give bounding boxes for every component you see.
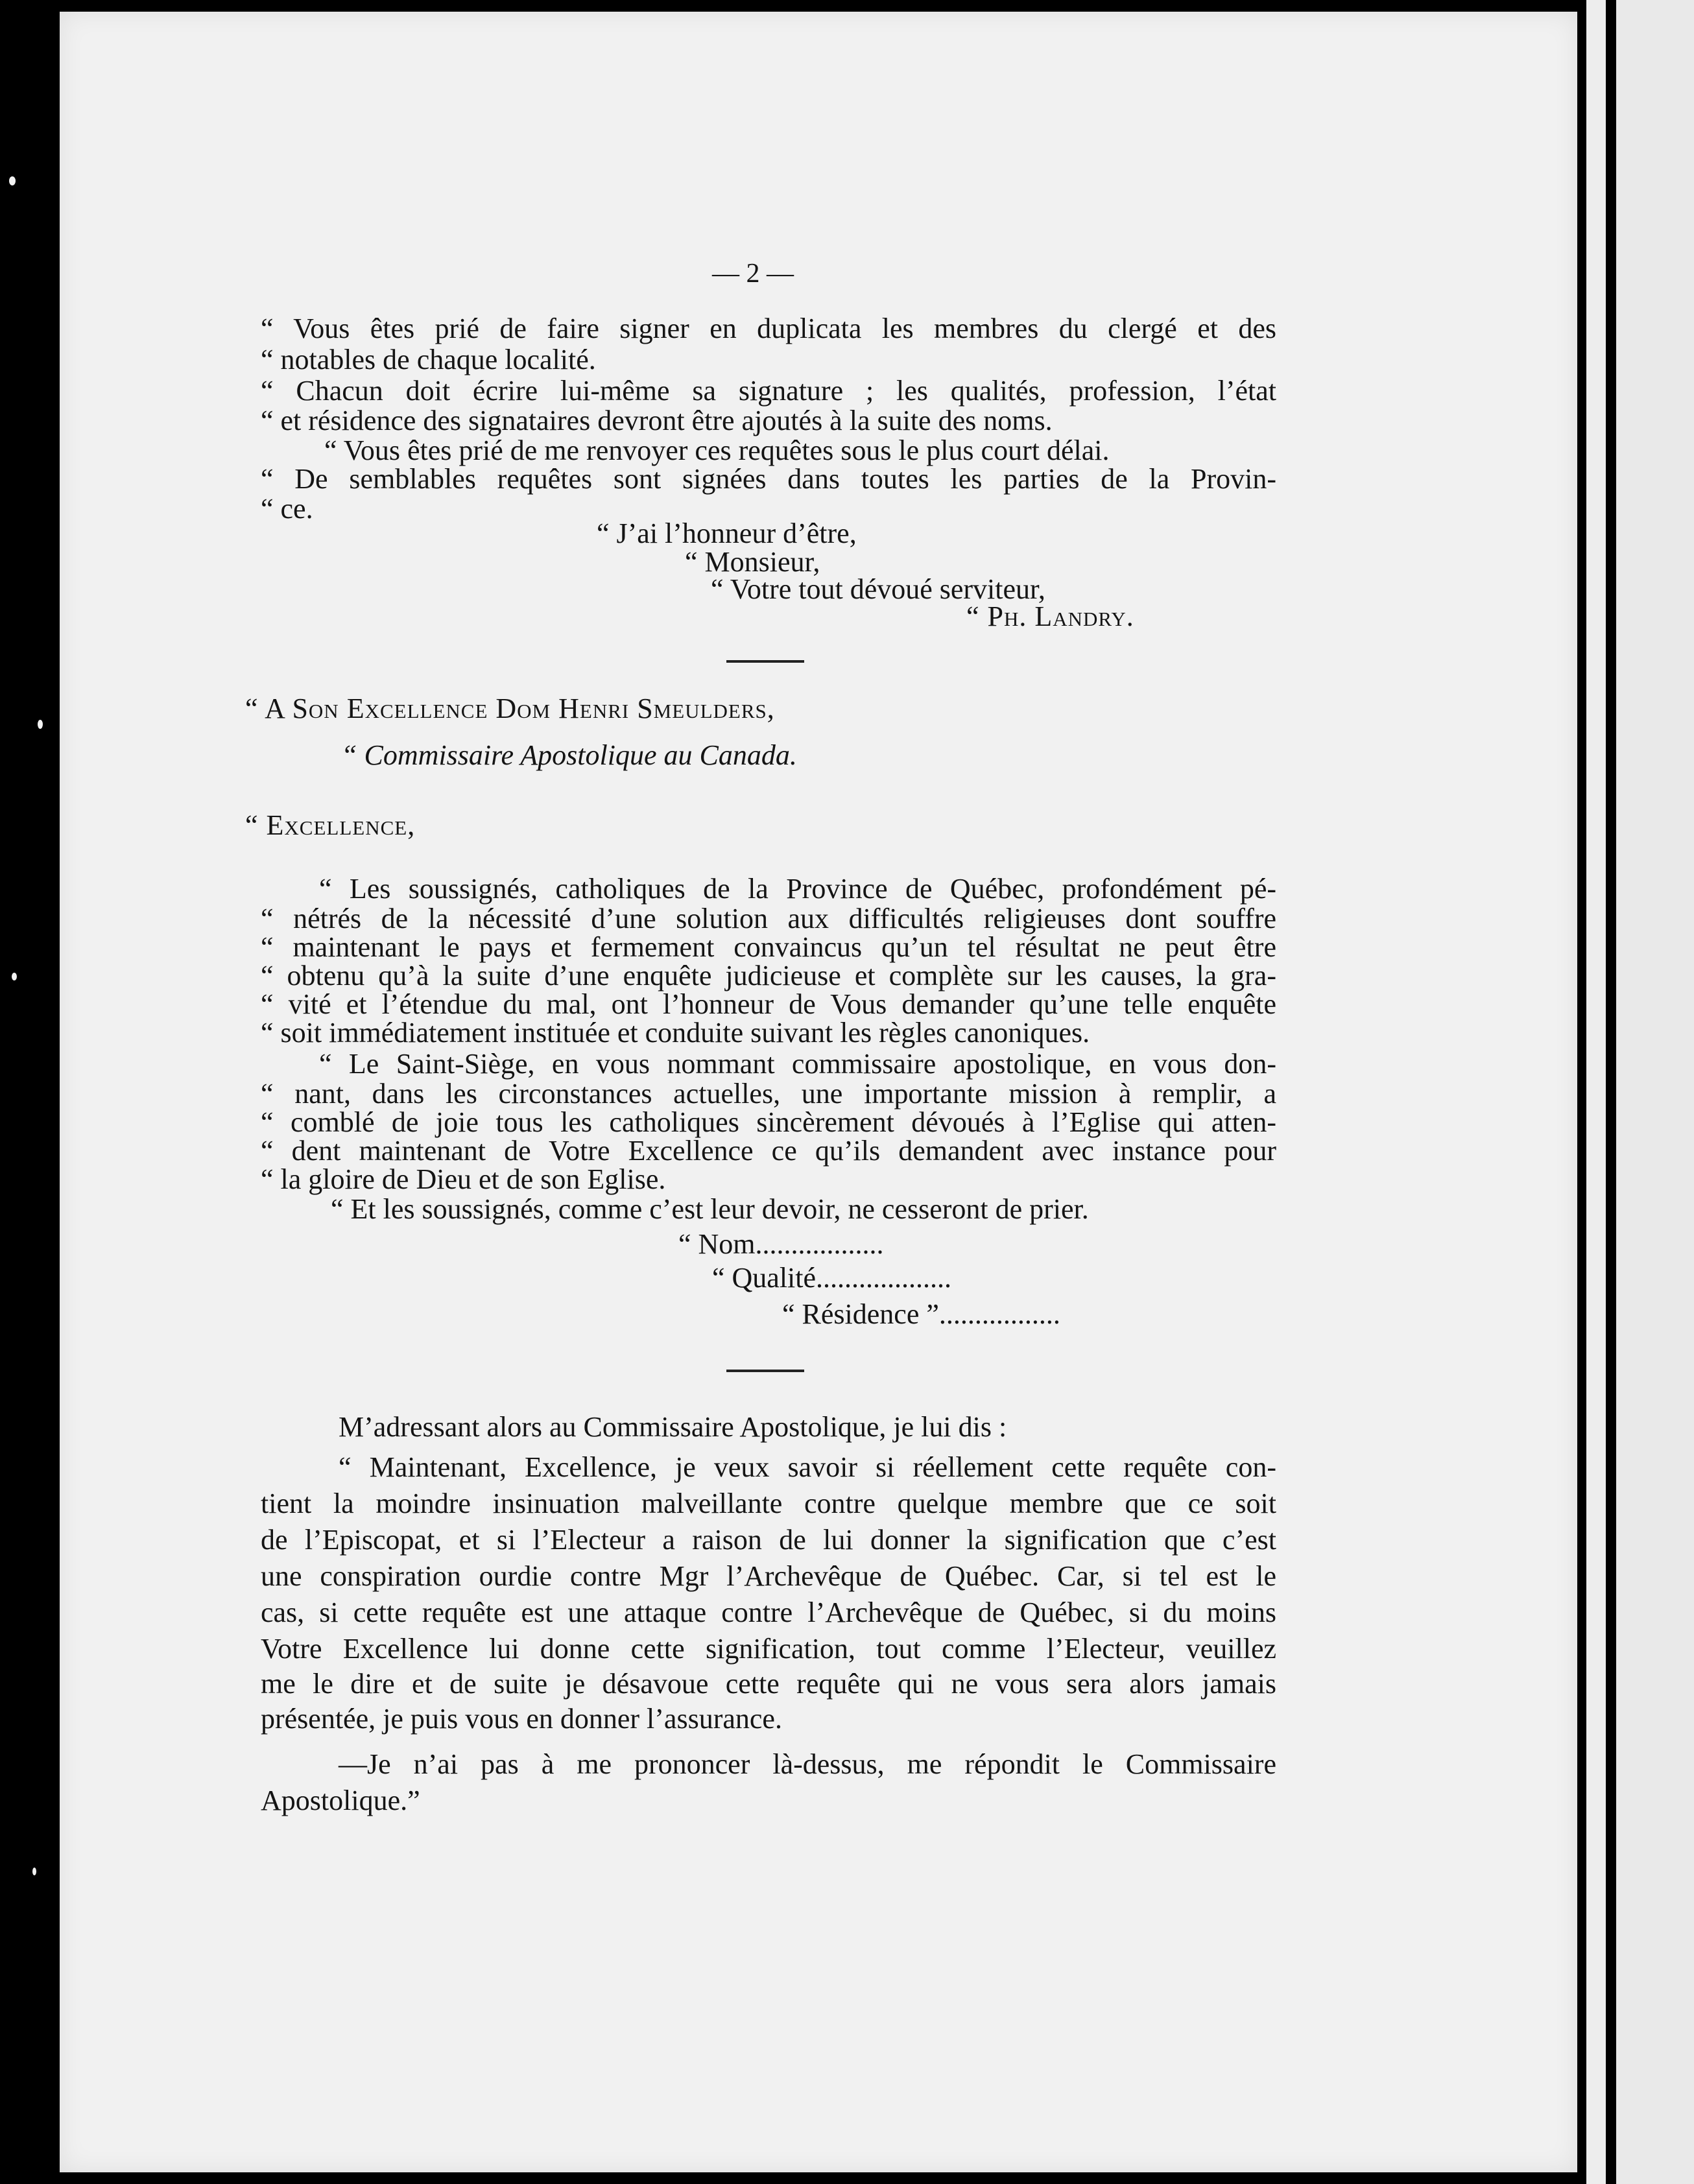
narrative-intro: M’adressant alors au Commissaire Apostolique, je lui dis : [339,1411,1007,1443]
signature: “ Ph. Landry. [966,600,1134,632]
circular-line: “ Vous êtes prié de faire signer en duplicata les membres du clergé et des [261,313,1276,344]
petition-line: “ nant, dans les circonstances actuelles, une importante mission à remplir, a [261,1078,1276,1110]
adjacent-page-margin [1616,0,1694,2184]
petition-line: “ obtenu qu’à la suite d’une enquête judicieuse et complète sur les causes, la gra- [261,960,1276,991]
petition-line: “ nétrés de la nécessité d’une solution aux difficultés religieuses dont souffre [261,903,1276,934]
circular-line: “ De semblables requêtes sont signées dans toutes les parties de la Provin- [261,463,1276,495]
petition-salutation: “ Excellence, [245,809,416,841]
reply-line: Apostolique.” [261,1785,420,1816]
petition-address: “ A Son Excellence Dom Henri Smeulders, [245,693,775,724]
closing-line: “ J’ai l’honneur d’être, [597,517,857,549]
petition-line: “ Le Saint-Siège, en vous nommant commissaire apostolique, en vous don- [319,1048,1276,1080]
narrative-line: “ Maintenant, Excellence, je veux savoir si réellement cette requête con- [339,1451,1276,1483]
petition-line: “ la gloire de Dieu et de son Eglise. [261,1163,666,1195]
section-divider [726,1370,804,1372]
form-qualite-field: “ Qualité................... [712,1262,952,1294]
petition-line: “ Les soussignés, catholiques de la Province de Québec, profondément pé- [319,873,1276,905]
narrative-line: une conspiration ourdie contre Mgr l’Archevêque de Québec. Car, si tel est le [261,1560,1276,1592]
form-name-field: “ Nom.................. [678,1228,884,1260]
film-speck [38,720,43,729]
petition-line: “ comblé de joie tous les catholiques sincèrement dévoués à l’Eglise qui atten- [261,1106,1276,1138]
petition-line: “ soit immédiatement instituée et conduite suivant les règles canoniques. [261,1017,1090,1049]
circular-line: “ notables de chaque localité. [261,344,596,375]
section-divider [726,660,804,663]
petition-address-title: “ Commissaire Apostolique au Canada. [341,739,797,771]
page-number: — 2 — [712,259,794,289]
petition-line: “ dent maintenant de Votre Excellence ce qu’ils demandent avec instance pour [261,1135,1276,1167]
form-residence-field: “ Résidence ”................. [782,1298,1060,1330]
closing-line: “ Votre tout dévoué serviteur, [711,573,1045,605]
narrative-line: cas, si cette requête est une attaque contre l’Archevêque de Québec, si du moins [261,1596,1276,1628]
closing-line: “ Monsieur, [685,546,820,578]
adjacent-page-edge [1586,0,1606,2184]
narrative-line: présentée, je puis vous en donner l’assurance. [261,1703,782,1735]
circular-line: “ ce. [261,493,313,525]
narrative-line: Votre Excellence lui donne cette signification, tout comme l’Electeur, veuillez [261,1633,1276,1665]
petition-line: “ maintenant le pays et fermement convaincus qu’un tel résultat ne peut être [261,931,1276,963]
circular-line: “ Vous êtes prié de me renvoyer ces requêtes sous le plus court délai. [324,434,1110,466]
petition-line: “ Et les soussignés, comme c’est leur devoir, ne cesseront de prier. [331,1193,1089,1225]
reply-line: —Je n’ai pas à me prononcer là-dessus, me répondit le Commissaire [339,1748,1276,1780]
narrative-line: tient la moindre insinuation malveillante contre quelque membre que ce soit [261,1488,1276,1519]
circular-line: “ Chacun doit écrire lui-même sa signature ; les qualités, profession, l’état [261,375,1276,407]
narrative-line: de l’Episcopat, et si l’Electeur a raison de lui donner la signification que c’est [261,1524,1276,1556]
petition-line: “ vité et l’étendue du mal, ont l’honneur de Vous demander qu’une telle enquête [261,988,1276,1020]
film-speck [32,1868,36,1875]
film-speck [9,176,16,185]
film-speck [12,973,17,980]
narrative-line: me le dire et de suite je désavoue cette requête qui ne vous sera alors jamais [261,1668,1276,1700]
circular-line: “ et résidence des signataires devront être ajoutés à la suite des noms. [261,405,1053,436]
